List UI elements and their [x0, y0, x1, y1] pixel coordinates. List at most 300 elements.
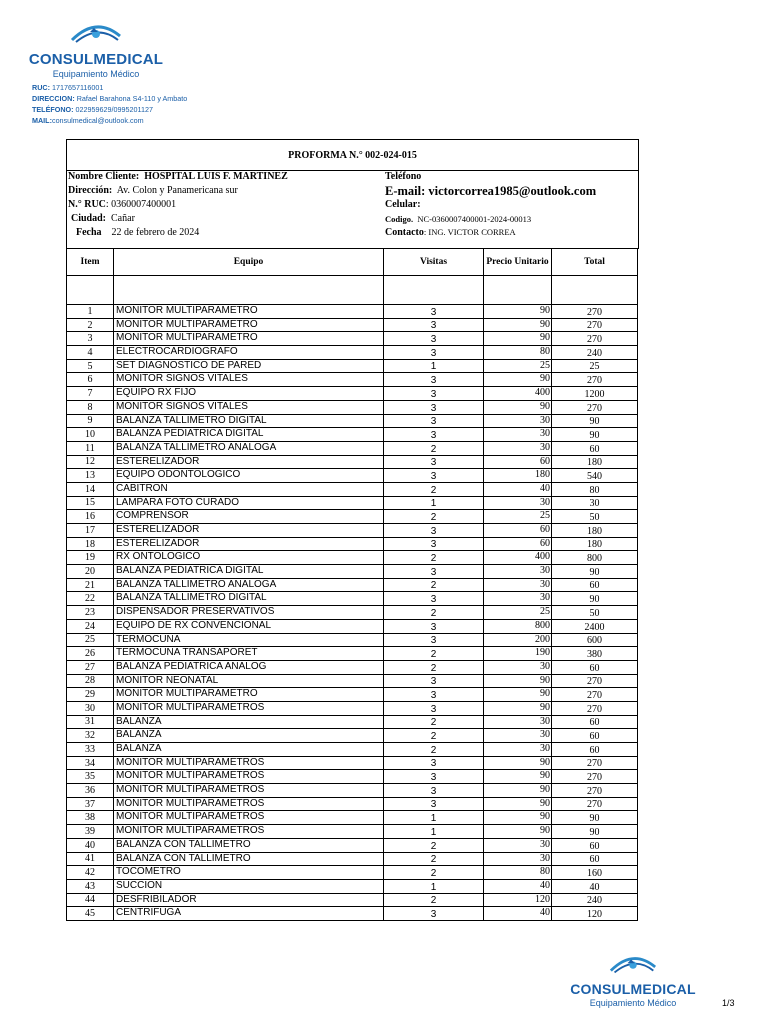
item-visitas: 3 [384, 907, 484, 921]
item-equipo: MONITOR NEONATAL [114, 674, 384, 688]
item-total: 90 [552, 592, 638, 606]
item-equipo: EQUIPO ODONTOLOGICO [114, 469, 384, 483]
address-label: Dirección: [68, 185, 113, 196]
item-visitas: 3 [384, 592, 484, 606]
client-row [68, 171, 288, 182]
item-visitas: 2 [384, 743, 484, 757]
col-equipo: Equipo [114, 249, 384, 276]
item-equipo: BALANZA PEDIATRICA DIGITAL [114, 428, 384, 442]
item-equipo: ESTERELIZADOR [114, 455, 384, 469]
item-visitas: 2 [384, 838, 484, 852]
table-row [67, 318, 638, 332]
item-visitas: 3 [384, 797, 484, 811]
item-total: 160 [552, 866, 638, 880]
mail-value: consulmedical@outlook.com [51, 116, 144, 125]
item-precio: 90 [484, 784, 552, 798]
item-number: 39 [67, 825, 114, 839]
item-number: 6 [67, 373, 114, 387]
item-number: 41 [67, 852, 114, 866]
item-equipo: MONITOR MULTIPARAMETRO [114, 305, 384, 319]
item-precio: 90 [484, 318, 552, 332]
table-row [67, 770, 638, 784]
table-row [67, 784, 638, 798]
item-total: 90 [552, 811, 638, 825]
company-logo [28, 22, 164, 79]
item-total: 540 [552, 469, 638, 483]
table-row [67, 428, 638, 442]
cell-row [385, 199, 421, 210]
item-equipo: CENTRIFUGA [114, 907, 384, 921]
table-row [67, 400, 638, 414]
item-total: 270 [552, 770, 638, 784]
table-row [67, 660, 638, 674]
company-contact [32, 82, 187, 126]
item-visitas: 3 [384, 428, 484, 442]
item-number: 3 [67, 332, 114, 346]
item-total: 270 [552, 373, 638, 387]
item-total: 60 [552, 838, 638, 852]
item-equipo: MONITOR SIGNOS VITALES [114, 400, 384, 414]
item-visitas: 3 [384, 373, 484, 387]
item-number: 12 [67, 455, 114, 469]
item-total: 240 [552, 893, 638, 907]
item-precio: 90 [484, 811, 552, 825]
item-total: 270 [552, 305, 638, 319]
table-row [67, 578, 638, 592]
ruc-row [68, 199, 176, 210]
item-precio: 90 [484, 305, 552, 319]
ruc-label: RUC: [32, 83, 50, 92]
item-visitas: 2 [384, 482, 484, 496]
item-precio: 30 [484, 592, 552, 606]
city-label: Ciudad: [71, 213, 107, 224]
item-number: 15 [67, 496, 114, 510]
address-value: Rafael Barahona S4-110 y Ambato [76, 94, 188, 103]
contact-row [385, 227, 516, 238]
company-name: CONSULMEDICAL [570, 981, 696, 997]
table-row [67, 715, 638, 729]
item-precio: 190 [484, 647, 552, 661]
item-number: 19 [67, 551, 114, 565]
item-total: 60 [552, 578, 638, 592]
item-number: 22 [67, 592, 114, 606]
item-equipo: BALANZA TALLIMETRO ANALOGA [114, 441, 384, 455]
item-equipo: SET DIAGNOSTICO DE PARED [114, 359, 384, 373]
item-number: 34 [67, 756, 114, 770]
address-row [68, 185, 238, 196]
item-visitas: 2 [384, 647, 484, 661]
item-equipo: BALANZA PEDIATRICA DIGITAL [114, 565, 384, 579]
table-row [67, 359, 638, 373]
item-precio: 90 [484, 373, 552, 387]
item-total: 90 [552, 825, 638, 839]
company-name: CONSULMEDICAL [28, 51, 164, 68]
item-total: 270 [552, 688, 638, 702]
item-visitas: 3 [384, 565, 484, 579]
ruc-value: 1717657116001 [51, 83, 104, 92]
item-precio: 30 [484, 496, 552, 510]
item-total: 60 [552, 729, 638, 743]
item-total: 240 [552, 346, 638, 360]
item-visitas: 2 [384, 893, 484, 907]
date-label: Fecha [76, 227, 102, 238]
table-row [67, 414, 638, 428]
item-precio: 40 [484, 907, 552, 921]
item-number: 36 [67, 784, 114, 798]
client-label: Nombre Cliente: [68, 171, 140, 182]
code-label: Codigo. [385, 214, 414, 224]
proforma-title: PROFORMA N.° 002-024-015 [288, 150, 417, 161]
item-precio: 30 [484, 852, 552, 866]
items-table [66, 248, 638, 921]
item-precio: 180 [484, 469, 552, 483]
item-visitas: 3 [384, 400, 484, 414]
item-number: 35 [67, 770, 114, 784]
item-visitas: 2 [384, 866, 484, 880]
table-row [67, 825, 638, 839]
item-visitas: 1 [384, 825, 484, 839]
item-equipo: MONITOR MULTIPARAMETRO [114, 688, 384, 702]
item-visitas: 2 [384, 441, 484, 455]
table-row [67, 907, 638, 921]
table-row [67, 482, 638, 496]
item-equipo: BALANZA CON TALLIMETRO [114, 852, 384, 866]
contact-label: Contacto [385, 227, 424, 238]
item-precio: 60 [484, 455, 552, 469]
item-equipo: BALANZA TALLIMETRO ANALOGA [114, 578, 384, 592]
item-number: 24 [67, 619, 114, 633]
item-total: 270 [552, 784, 638, 798]
item-equipo: BALANZA TALLIMETRO DIGITAL [114, 592, 384, 606]
item-visitas: 2 [384, 510, 484, 524]
item-precio: 60 [484, 524, 552, 538]
item-equipo: DISPENSADOR PRESERVATIVOS [114, 606, 384, 620]
item-visitas: 3 [384, 619, 484, 633]
item-equipo: BALANZA TALLIMETRO DIGITAL [114, 414, 384, 428]
item-visitas: 3 [384, 633, 484, 647]
item-visitas: 3 [384, 756, 484, 770]
table-row [67, 592, 638, 606]
item-equipo: LAMPARA FOTO CURADO [114, 496, 384, 510]
item-total: 25 [552, 359, 638, 373]
item-precio: 30 [484, 414, 552, 428]
item-equipo: EQUIPO DE RX CONVENCIONAL [114, 619, 384, 633]
item-equipo: TOCOMETRO [114, 866, 384, 880]
item-visitas: 2 [384, 551, 484, 565]
table-row [67, 811, 638, 825]
item-total: 270 [552, 701, 638, 715]
city-value: Cañar [111, 213, 135, 224]
item-precio: 25 [484, 359, 552, 373]
item-precio: 400 [484, 551, 552, 565]
item-precio: 90 [484, 674, 552, 688]
item-total: 30 [552, 496, 638, 510]
item-equipo: MONITOR MULTIPARAMETRO [114, 332, 384, 346]
table-row [67, 647, 638, 661]
item-visitas: 3 [384, 537, 484, 551]
item-total: 60 [552, 660, 638, 674]
item-precio: 90 [484, 756, 552, 770]
client-value: HOSPITAL LUIS F. MARTINEZ [144, 171, 288, 182]
item-precio: 40 [484, 879, 552, 893]
item-precio: 30 [484, 838, 552, 852]
item-number: 18 [67, 537, 114, 551]
item-precio: 30 [484, 578, 552, 592]
item-total: 180 [552, 524, 638, 538]
company-tagline: Equipamiento Médico [52, 69, 140, 79]
item-number: 38 [67, 811, 114, 825]
item-total: 90 [552, 414, 638, 428]
item-precio: 60 [484, 537, 552, 551]
item-precio: 25 [484, 606, 552, 620]
table-row [67, 373, 638, 387]
phone-row [385, 171, 421, 182]
city-row [71, 213, 135, 224]
item-equipo: MONITOR MULTIPARAMETROS [114, 770, 384, 784]
item-total: 270 [552, 756, 638, 770]
address-value: Av. Colon y Panamericana sur [116, 185, 238, 196]
table-row [67, 674, 638, 688]
item-total: 60 [552, 715, 638, 729]
table-row [67, 893, 638, 907]
table-row [67, 756, 638, 770]
table-row [67, 879, 638, 893]
cell-label: Celular: [385, 199, 421, 210]
item-equipo: BALANZA [114, 743, 384, 757]
contact-value: : ING. VICTOR CORREA [423, 227, 516, 237]
email-row [385, 184, 596, 199]
item-precio: 30 [484, 565, 552, 579]
item-precio: 400 [484, 387, 552, 401]
table-row [67, 496, 638, 510]
item-total: 90 [552, 428, 638, 442]
item-equipo: ELECTROCARDIOGRAFO [114, 346, 384, 360]
email-value: victorcorrea1985@outlook.com [428, 184, 597, 198]
item-number: 23 [67, 606, 114, 620]
item-visitas: 3 [384, 387, 484, 401]
col-visitas: Visitas [384, 249, 484, 276]
table-row [67, 524, 638, 538]
item-precio: 90 [484, 688, 552, 702]
mail-label: MAIL: [32, 116, 52, 125]
col-item: Item [67, 249, 114, 276]
table-row [67, 688, 638, 702]
proforma-header [66, 139, 639, 249]
item-visitas: 1 [384, 359, 484, 373]
item-visitas: 2 [384, 578, 484, 592]
blank-row [67, 276, 638, 305]
item-visitas: 1 [384, 879, 484, 893]
table-row [67, 701, 638, 715]
item-number: 40 [67, 838, 114, 852]
item-equipo: EQUIPO RX FIJO [114, 387, 384, 401]
item-visitas: 3 [384, 332, 484, 346]
item-number: 9 [67, 414, 114, 428]
item-visitas: 3 [384, 346, 484, 360]
item-visitas: 2 [384, 715, 484, 729]
item-number: 27 [67, 660, 114, 674]
item-equipo: ESTERELIZADOR [114, 524, 384, 538]
item-precio: 90 [484, 797, 552, 811]
item-number: 37 [67, 797, 114, 811]
email-label: E-mail: [385, 184, 426, 198]
item-equipo: MONITOR MULTIPARAMETROS [114, 797, 384, 811]
item-number: 45 [67, 907, 114, 921]
item-visitas: 3 [384, 414, 484, 428]
item-total: 50 [552, 510, 638, 524]
item-visitas: 3 [384, 784, 484, 798]
footer-logo [568, 954, 698, 1008]
ruc-label: N.° RUC [68, 199, 106, 210]
item-precio: 80 [484, 866, 552, 880]
table-row [67, 852, 638, 866]
table-row [67, 346, 638, 360]
item-number: 32 [67, 729, 114, 743]
phone-label: Teléfono [385, 171, 422, 182]
item-equipo: BALANZA CON TALLIMETRO [114, 838, 384, 852]
item-total: 2400 [552, 619, 638, 633]
table-row [67, 537, 638, 551]
item-number: 31 [67, 715, 114, 729]
item-total: 270 [552, 318, 638, 332]
table-row [67, 332, 638, 346]
item-equipo: RX ONTOLOGICO [114, 551, 384, 565]
col-precio: Precio Unitario [484, 249, 552, 276]
item-number: 28 [67, 674, 114, 688]
item-total: 80 [552, 482, 638, 496]
item-number: 7 [67, 387, 114, 401]
item-visitas: 3 [384, 770, 484, 784]
item-precio: 200 [484, 633, 552, 647]
code-value: NC-0360007400001-2024-00013 [417, 214, 532, 224]
item-equipo: MONITOR MULTIPARAMETROS [114, 811, 384, 825]
item-visitas: 1 [384, 496, 484, 510]
item-total: 180 [552, 455, 638, 469]
item-total: 380 [552, 647, 638, 661]
item-equipo: BALANZA PEDIATRICA ANALOG [114, 660, 384, 674]
date-value: 22 de febrero de 2024 [111, 227, 200, 238]
item-precio: 30 [484, 729, 552, 743]
item-precio: 90 [484, 770, 552, 784]
item-total: 120 [552, 907, 638, 921]
item-precio: 120 [484, 893, 552, 907]
item-visitas: 1 [384, 811, 484, 825]
address-label: DIRECCION: [32, 94, 75, 103]
item-visitas: 2 [384, 660, 484, 674]
item-equipo: SUCCION [114, 879, 384, 893]
item-precio: 90 [484, 332, 552, 346]
item-precio: 30 [484, 715, 552, 729]
item-number: 16 [67, 510, 114, 524]
item-total: 60 [552, 852, 638, 866]
page-number: 1/3 [722, 998, 735, 1008]
code-row [385, 214, 531, 224]
phone-value: 022959629/0995201127 [75, 105, 153, 114]
item-number: 4 [67, 346, 114, 360]
item-equipo: MONITOR MULTIPARAMETROS [114, 756, 384, 770]
col-total: Total [552, 249, 638, 276]
item-visitas: 3 [384, 674, 484, 688]
table-row [67, 469, 638, 483]
item-number: 30 [67, 701, 114, 715]
table-header [67, 249, 638, 276]
globe-icon [66, 22, 126, 48]
table-row [67, 551, 638, 565]
item-visitas: 3 [384, 524, 484, 538]
item-equipo: MONITOR SIGNOS VITALES [114, 373, 384, 387]
ruc-value: : 0360007400001 [105, 199, 177, 210]
table-row [67, 633, 638, 647]
item-number: 20 [67, 565, 114, 579]
item-number: 2 [67, 318, 114, 332]
item-number: 44 [67, 893, 114, 907]
item-number: 10 [67, 428, 114, 442]
item-equipo: TERMOCUNA [114, 633, 384, 647]
item-precio: 90 [484, 400, 552, 414]
table-row [67, 838, 638, 852]
item-equipo: COMPRENSOR [114, 510, 384, 524]
item-total: 800 [552, 551, 638, 565]
globe-icon [605, 954, 661, 978]
item-number: 42 [67, 866, 114, 880]
date-row [76, 227, 199, 238]
item-equipo: CABITRON [114, 482, 384, 496]
table-row [67, 743, 638, 757]
item-number: 21 [67, 578, 114, 592]
table-row [67, 619, 638, 633]
item-number: 43 [67, 879, 114, 893]
item-equipo: MONITOR MULTIPARAMETRO [114, 318, 384, 332]
item-total: 60 [552, 743, 638, 757]
item-precio: 40 [484, 482, 552, 496]
item-total: 270 [552, 400, 638, 414]
item-equipo: MONITOR MULTIPARAMETROS [114, 825, 384, 839]
item-number: 5 [67, 359, 114, 373]
item-precio: 90 [484, 825, 552, 839]
item-total: 90 [552, 565, 638, 579]
item-visitas: 2 [384, 852, 484, 866]
item-equipo: BALANZA [114, 729, 384, 743]
table-row [67, 565, 638, 579]
item-precio: 30 [484, 743, 552, 757]
item-equipo: ESTERELIZADOR [114, 537, 384, 551]
item-number: 1 [67, 305, 114, 319]
item-number: 14 [67, 482, 114, 496]
item-total: 270 [552, 332, 638, 346]
item-number: 17 [67, 524, 114, 538]
item-visitas: 3 [384, 455, 484, 469]
table-row [67, 305, 638, 319]
item-visitas: 2 [384, 729, 484, 743]
item-number: 29 [67, 688, 114, 702]
item-number: 33 [67, 743, 114, 757]
item-total: 600 [552, 633, 638, 647]
table-row [67, 797, 638, 811]
table-row [67, 441, 638, 455]
item-visitas: 3 [384, 701, 484, 715]
table-row [67, 866, 638, 880]
item-equipo: BALANZA [114, 715, 384, 729]
item-equipo: TERMOCUNA TRANSAPORET [114, 647, 384, 661]
item-precio: 30 [484, 441, 552, 455]
item-precio: 80 [484, 346, 552, 360]
item-number: 11 [67, 441, 114, 455]
item-total: 270 [552, 797, 638, 811]
item-total: 180 [552, 537, 638, 551]
table-row [67, 510, 638, 524]
item-visitas: 3 [384, 688, 484, 702]
item-number: 25 [67, 633, 114, 647]
